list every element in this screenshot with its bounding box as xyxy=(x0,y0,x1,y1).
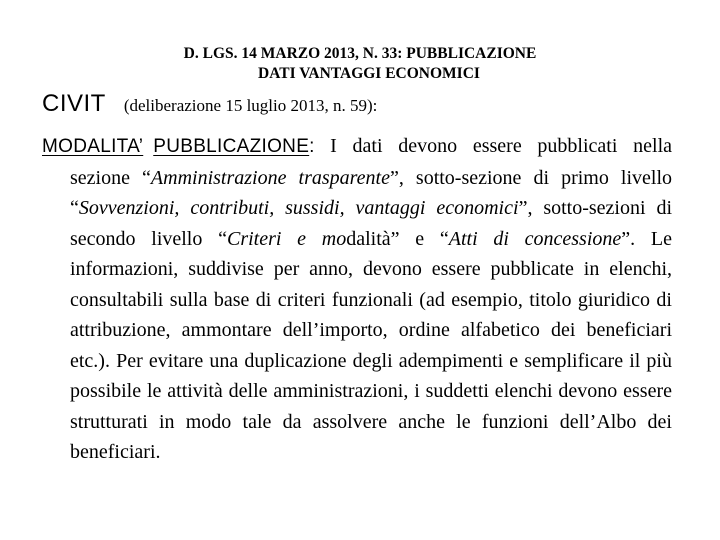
heading-colon: : xyxy=(309,136,315,157)
deliberazione-reference: (deliberazione 15 luglio 2013, n. 59): xyxy=(123,96,378,115)
modalita-heading: MODALITA’ xyxy=(42,136,144,157)
text-segment: ”, sotto-sezione di primo livello “ xyxy=(70,166,672,219)
subsection-name: Sovvenzioni, contributi, sussidi, vantaggi economici xyxy=(78,197,519,219)
document-title xyxy=(0,44,720,84)
text-segment: dalità xyxy=(346,227,391,250)
section-name: Amministrazione trasparente xyxy=(150,166,390,189)
criteria-name: Criteri e mo xyxy=(226,227,347,250)
text-segment: ”. Le informazioni, suddivise per anno, devono essere pubblicate in elenchi, consultabili sulla base di criteri funzionali (ad esempio, titolo giuridico di attribuzione, ammontare dell’importo, ordine alfabetico dei beneficiari etc.). Per evitare una duplicazione degli adempimenti e semplificare il più possibile le attività delle amministrazioni, i suddetti elenchi devono essere strutturati in modo tale da assolvere anche le funzioni dell’Albo dei beneficiari. xyxy=(70,227,672,463)
body-paragraph xyxy=(42,131,672,468)
text-segment: I dati devono essere pubblicati nella sezione “ xyxy=(70,135,672,189)
concession-name: Atti di concessione xyxy=(448,227,622,250)
text-segment: ”, sotto-sezioni di secondo livello “ xyxy=(70,197,673,250)
title-line-1: D. LGS. 14 MARZO 2013, N. 33: PUBBLICAZIONE xyxy=(183,45,537,62)
pubblicazione-heading: PUBBLICAZIONE xyxy=(153,136,310,157)
text-segment: ” e “ xyxy=(390,227,449,250)
civit-reference xyxy=(42,90,377,118)
title-line-2: DATI VANTAGGI ECONOMICI xyxy=(258,65,480,82)
civit-label: CIVIT xyxy=(42,90,106,117)
